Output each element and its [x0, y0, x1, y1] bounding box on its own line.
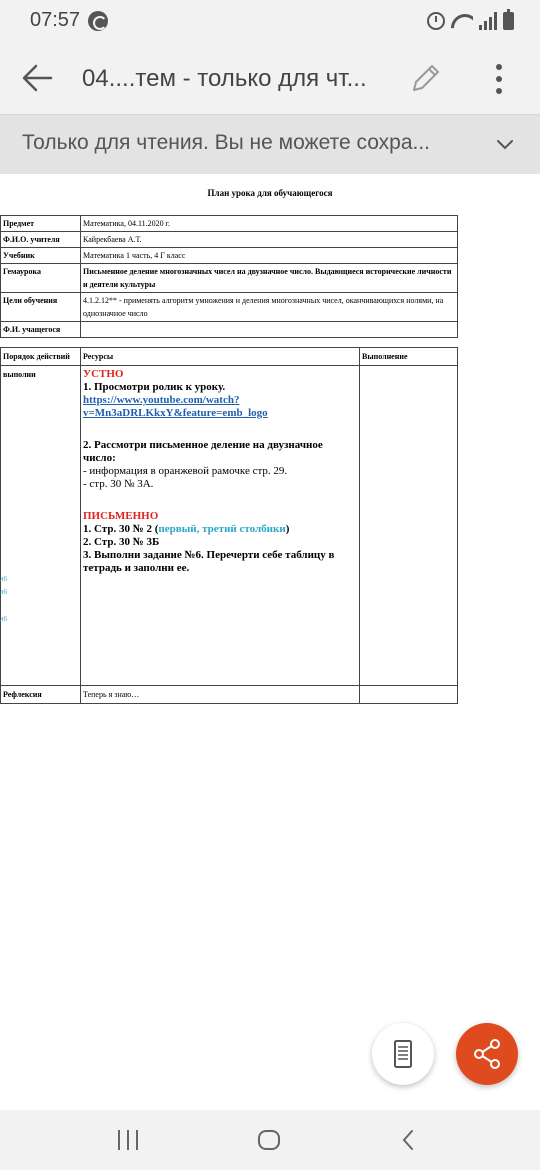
step-2-b: - стр. 30 № 3А.	[83, 478, 154, 490]
document-title: 04....тем - только для чт...	[82, 65, 367, 92]
reflection-label: Рефлексия	[1, 686, 81, 704]
resources-cell	[81, 366, 360, 686]
written-task-3: 3. Выполни задание №6. Перечерти себе таблицу в тетрадь и заполни ее.	[83, 549, 335, 574]
read-only-banner[interactable]	[0, 114, 540, 174]
lesson-plan-heading: План урока для обучающегося	[207, 188, 333, 198]
back-button[interactable]	[20, 60, 56, 96]
written-task-2: 2. Стр. 30 № 3Б	[83, 536, 160, 548]
topic-value: Письменное деление многозначных чисел на двузначное число. Выдающиеся исторические личности и деятели культуры	[81, 264, 458, 293]
resources-header: Ресурсы	[81, 348, 360, 366]
table-row	[1, 248, 458, 264]
more-vertical-icon	[496, 64, 502, 70]
columns-note: первый, третий столбики	[158, 523, 286, 535]
step-1: 1. Просмотри ролик к уроку.	[83, 381, 226, 393]
topic-label: Гемаурока	[1, 264, 81, 293]
step-2-a: - информация в оранжевой рамочке стр. 29.	[83, 465, 288, 477]
goals-value: 4.1.2.12** - применять алгоритм умножения и деления многозначных чисел, оканчивающихся нолями, на однозначное число	[81, 293, 458, 322]
signal-icon	[479, 12, 497, 30]
app-bar	[0, 42, 540, 114]
arrow-left-icon	[20, 60, 56, 96]
table-row	[1, 322, 458, 338]
chevron-down-icon[interactable]	[494, 135, 516, 155]
more-options-button[interactable]	[486, 62, 512, 96]
table-row	[1, 293, 458, 322]
teacher-value: Кайрекбаева А.Т.	[81, 232, 458, 248]
written-task-1: 1. Стр. 30 № 2 (первый, третий столбики)	[83, 523, 290, 535]
student-value	[81, 322, 458, 338]
reflection-completion	[360, 686, 458, 704]
share-button[interactable]	[456, 1023, 518, 1085]
margin-tag: л6	[0, 588, 7, 596]
written-heading: ПИСЬМЕННО	[83, 510, 159, 522]
table-row	[1, 686, 458, 704]
home-icon[interactable]	[258, 1130, 280, 1150]
banner-text: Только для чтения. Вы не можете сохра...	[22, 131, 431, 154]
table-header-row	[1, 348, 458, 366]
edit-button[interactable]	[408, 60, 444, 96]
document-page[interactable]	[0, 174, 540, 1110]
video-link-line-2[interactable]: v=Mn3aDRLKkxY&feature=emb_logo	[83, 407, 268, 419]
navigation-bar	[0, 1110, 540, 1170]
completion-cell	[360, 366, 458, 686]
textbook-value: Математика 1 часть, 4 Г класс	[81, 248, 458, 264]
subject-value: Математика, 04.11.2020 г.	[81, 216, 458, 232]
video-link-line-1[interactable]: https://www.youtube.com/watch?	[83, 394, 240, 406]
row-label-do: выполни	[1, 366, 81, 686]
table-row	[1, 232, 458, 248]
reflection-value: Теперь я знаю…	[81, 686, 360, 704]
lesson-plan-table	[0, 347, 458, 704]
status-icons	[427, 9, 514, 33]
share-icon	[456, 1023, 518, 1085]
table-row	[1, 264, 458, 293]
student-label: Ф.И. учащегося	[1, 322, 81, 338]
order-header: Порядок действий	[1, 348, 81, 366]
app-notification-icon	[88, 11, 108, 31]
recents-icon[interactable]	[118, 1130, 140, 1150]
wifi-icon	[451, 12, 473, 30]
alarm-icon	[427, 12, 445, 30]
textbook-label: Учебник	[1, 248, 81, 264]
step-2: 2. Рассмотри письменное деление на двузначное число:	[83, 439, 323, 464]
status-time: 07:57	[30, 9, 81, 31]
oral-heading: УСТНО	[83, 368, 124, 380]
pencil-icon	[408, 60, 444, 96]
margin-tag: л6	[0, 615, 7, 623]
battery-icon	[503, 12, 514, 30]
margin-tag: л6	[0, 575, 7, 583]
lesson-info-table	[0, 215, 458, 338]
document-view-button[interactable]	[372, 1023, 434, 1085]
goals-label: Цели обучения	[1, 293, 81, 322]
nav-back-icon[interactable]	[400, 1129, 416, 1151]
completion-header: Выполнение	[360, 348, 458, 366]
table-row	[1, 216, 458, 232]
subject-label: Предмет	[1, 216, 81, 232]
table-row	[1, 366, 458, 686]
document-view-icon	[372, 1023, 434, 1085]
teacher-label: Ф.И.О. учителя	[1, 232, 81, 248]
status-bar	[0, 0, 540, 42]
